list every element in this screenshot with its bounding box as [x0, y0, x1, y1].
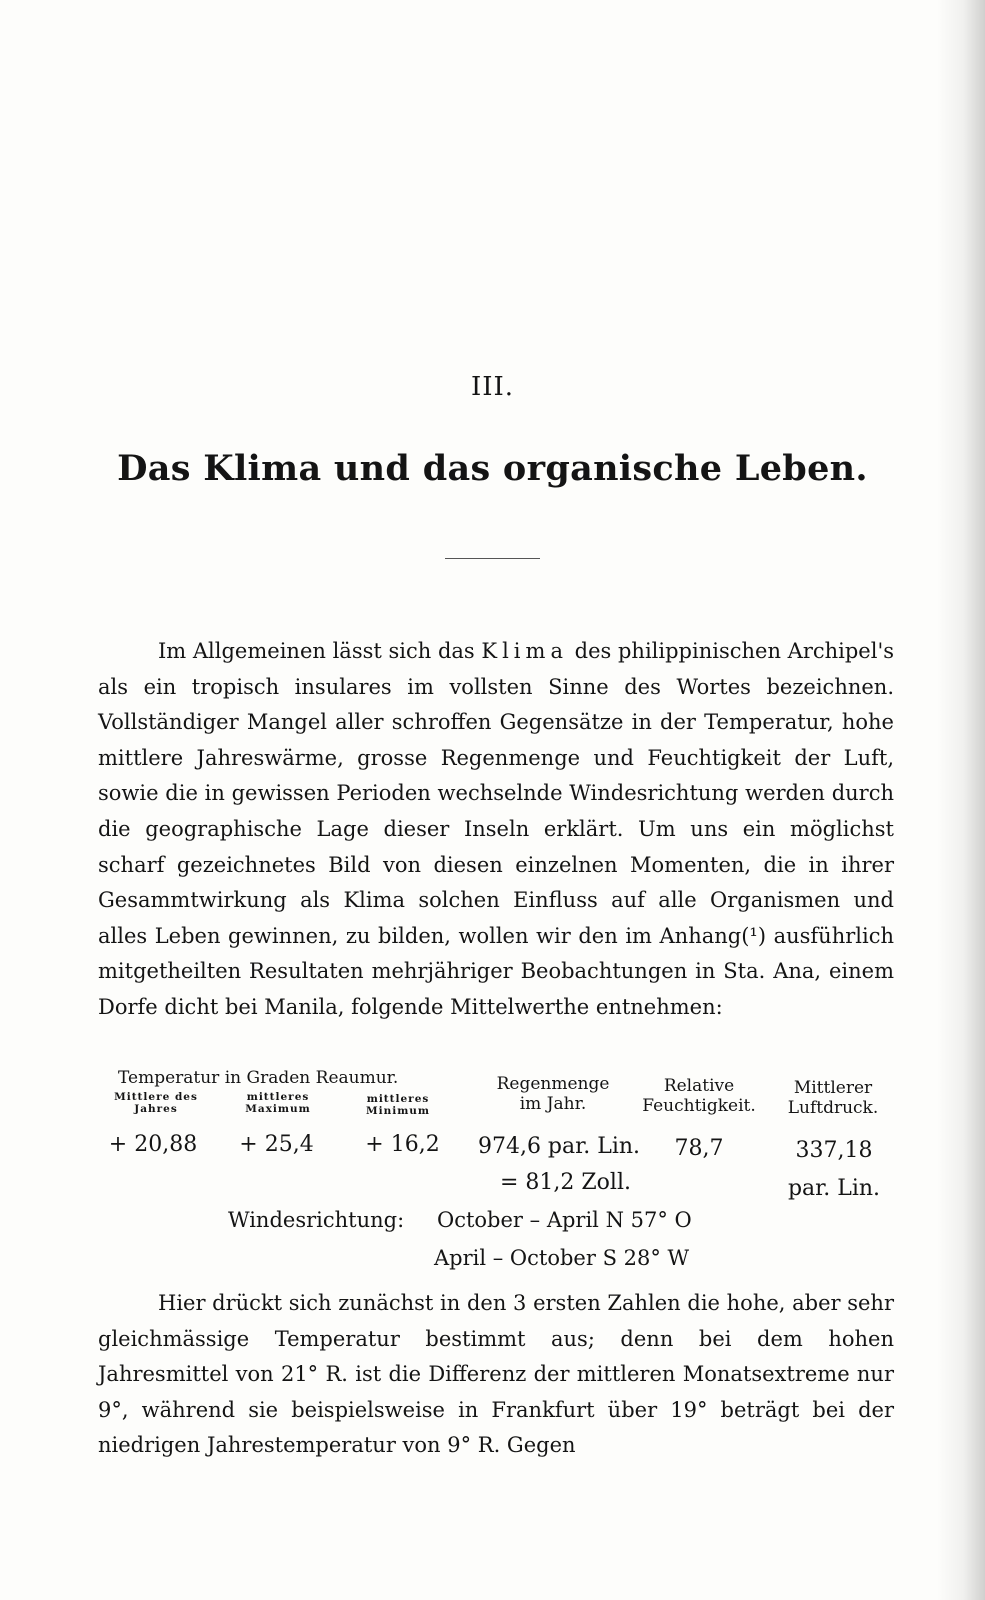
value-mean-annual: + 20,88: [108, 1132, 198, 1157]
chapter-number: III.: [470, 372, 515, 402]
footnote-marker: (¹): [741, 923, 767, 948]
subheader-mean-min: mittleres Minimum: [365, 1093, 431, 1117]
emphasis-klima: Klima: [481, 639, 568, 663]
value-pressure: 337,18: [795, 1138, 873, 1163]
pressure-header: Mittlerer Luftdruck.: [787, 1078, 879, 1118]
title-divider: [445, 558, 540, 559]
wind-row-1: October – April N 57° O: [437, 1208, 692, 1232]
value-rain-alt: = 81,2 Zoll.: [499, 1170, 631, 1195]
paragraph-intro-part2: des philippinischen Archipel's als ein tropisch insulares im vollsten Sinne des Wortes bezeichnen. Vollständiger Mangel aller schroffen Gegensätze in der Temperatur, hohe mittlere Jahreswärme, grosse Regenmenge und Feuchtigkeit der Luft, sowie die in gewissen Perioden wechselnde Windesrichtung werden durch die geographische Lage dieser Inseln erklärt. Um uns ein möglichst scharf gezeichnetes Bild von diesen einzelnen Momenten, die in ihrer Gesammtwirkung als Klima solchen Einfluss auf alle Organismen und alles Leben gewinnen, zu bilden, wollen wir den im Anhang: [98, 639, 894, 948]
paragraph-temperature: Hier drückt sich zunächst in den 3 ersten Zahlen die hohe, aber sehr gleichmässige Temperatur bestimmt aus; denn bei dem hohen Jahresmittel von 21° R. ist die Differenz der mittleren Monatsextreme nur 9°, während sie beispielsweise in Frankfurt über 19° beträgt bei der niedrigen Jahrestemperatur von 9° R. Gegen: [98, 1291, 894, 1458]
subheader-mean-max: mittleres Maximum: [245, 1091, 311, 1115]
page-edge-shadow: [937, 0, 985, 1600]
value-rain: 974,6 par. Lin.: [477, 1134, 641, 1159]
wind-row-2: April – October S 28° W: [434, 1246, 690, 1270]
temperature-header: Temperatur in Graden Reaumur.: [118, 1068, 399, 1088]
paragraph-intro-part3: ausführlich mitgetheilten Resultaten mehrjähriger Beobachtungen in Sta. Ana, einem Dorfe dicht bei Manila, folgende Mittelwerthe entnehmen:: [98, 923, 894, 1019]
value-mean-max: + 25,4: [239, 1132, 314, 1157]
value-mean-min: + 16,2: [365, 1132, 440, 1157]
climate-table: [98, 1068, 894, 1208]
wind-label: Windesrichtung:: [228, 1208, 405, 1232]
paragraph-intro: [98, 634, 894, 1026]
value-pressure-unit: par. Lin.: [787, 1176, 881, 1201]
subheader-mean-annual: Mittlere des Jahres: [114, 1091, 198, 1115]
rain-header: Regenmenge im Jahr.: [496, 1074, 610, 1114]
humidity-header: Relative Feuchtigkeit.: [642, 1076, 756, 1116]
chapter-title: Das Klima und das organische Leben.: [117, 448, 868, 489]
paragraph-intro-part1: Im Allgemeinen lässt sich das: [158, 639, 482, 663]
value-humidity: 78,7: [674, 1136, 724, 1161]
